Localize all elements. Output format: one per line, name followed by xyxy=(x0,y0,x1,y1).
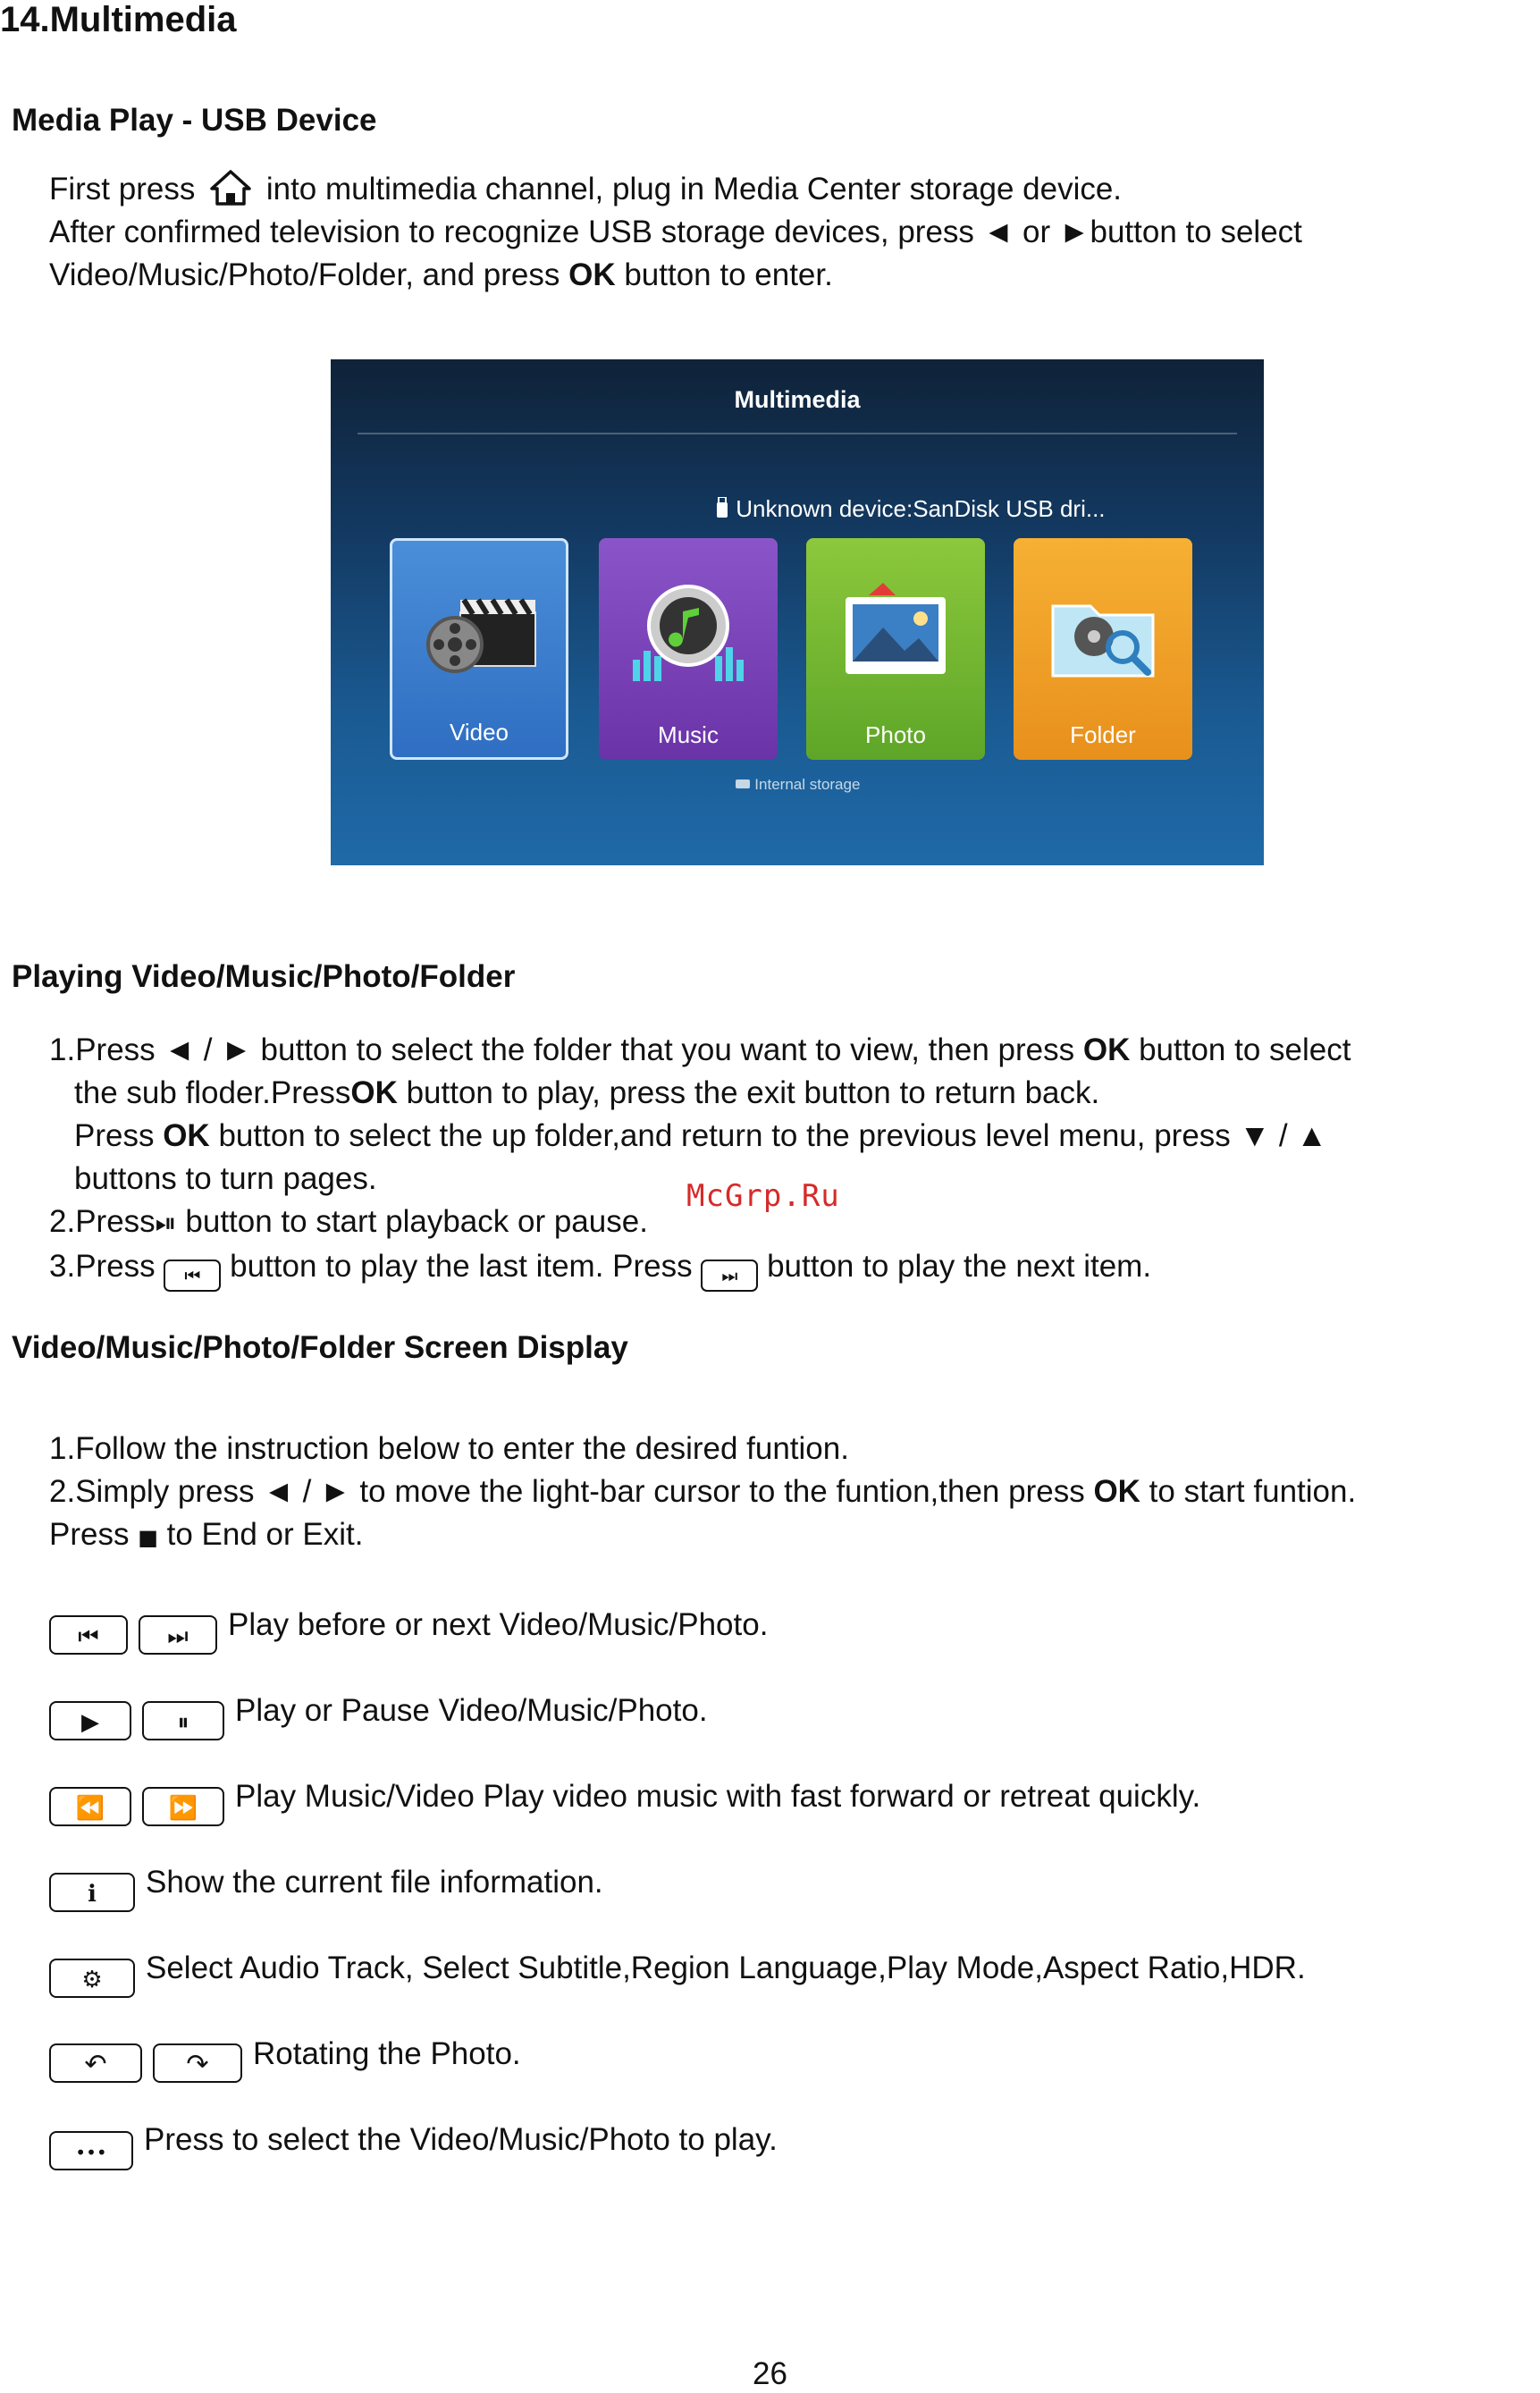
legend-text: Play before or next Video/Music/Photo. xyxy=(228,1607,769,1642)
internal-storage[interactable] xyxy=(331,776,1264,794)
next-track-icon: ⏭ xyxy=(139,1615,217,1655)
ok-key: OK xyxy=(568,257,616,292)
text: 1.Press ◄ / ► button to select the folder that you want to view, then press xyxy=(49,1032,1075,1067)
legend-play-pause xyxy=(49,1689,708,1736)
screen-display-line-3 xyxy=(49,1513,363,1559)
text: button to play the next item. xyxy=(767,1249,1152,1284)
legend-settings xyxy=(49,1947,1306,1993)
tile-label: Photo xyxy=(865,721,926,748)
stop-icon: ■ xyxy=(138,1525,158,1550)
playing-heading: Playing Video/Music/Photo/Folder xyxy=(12,959,516,994)
legend-text: Press to select the Video/Music/Photo to play. xyxy=(144,2122,778,2157)
legend-text: Play Music/Video Play video music with fast forward or retreat quickly. xyxy=(235,1779,1201,1814)
info-icon: ℹ xyxy=(49,1873,135,1912)
folder-icon xyxy=(1040,570,1166,695)
pause-icon: ⏸ xyxy=(142,1701,224,1740)
video-icon xyxy=(419,573,544,698)
usb-icon xyxy=(715,495,736,522)
text: into multimedia channel, plug in Media Center storage device. xyxy=(265,172,1123,206)
tile-label: Folder xyxy=(1070,721,1136,748)
text: button to play, press the exit button to return back. xyxy=(406,1075,1100,1110)
playing-line-5 xyxy=(49,1201,648,1245)
text: to start funtion. xyxy=(1149,1474,1357,1509)
text: Press xyxy=(49,1517,130,1552)
rewind-icon: ⏪ xyxy=(49,1787,131,1826)
tv-title: Multimedia xyxy=(734,386,861,413)
usb-device-name: Unknown device:SanDisk USB dri... xyxy=(736,495,1106,522)
ok-key: OK xyxy=(1082,1032,1131,1067)
playing-line-1 xyxy=(49,1029,1351,1072)
media-play-line-3 xyxy=(49,254,833,297)
tile-music[interactable] xyxy=(599,538,778,760)
text: button to start playback or pause. xyxy=(185,1204,648,1239)
legend-rew-ff xyxy=(49,1775,1201,1822)
internal-storage-label: Internal storage xyxy=(754,776,861,793)
tv-divider xyxy=(358,433,1237,434)
legend-prev-next xyxy=(49,1604,769,1650)
text: the sub floder.Press xyxy=(74,1075,351,1110)
tile-label: Video xyxy=(449,719,509,746)
text: 2.Simply press ◄ / ► to move the light-bar cursor to the funtion,then press xyxy=(49,1474,1085,1509)
media-play-line-1 xyxy=(49,168,1122,211)
media-play-line-2: After confirmed television to recognize USB storage devices, press ◄ or ►button to select xyxy=(49,215,1302,249)
play-pause-icon: ⏯ xyxy=(155,1208,177,1239)
screen-display-heading: Video/Music/Photo/Folder Screen Display xyxy=(12,1330,628,1365)
rotate-right-icon: ↷ xyxy=(153,2043,242,2083)
prev-track-icon: ⏮ xyxy=(49,1615,128,1655)
settings-icon: ⚙ xyxy=(49,1959,135,1998)
tile-label: Music xyxy=(658,721,719,748)
text: to End or Exit. xyxy=(166,1517,364,1552)
storage-icon xyxy=(735,776,755,793)
ok-key: OK xyxy=(163,1118,210,1153)
text: Video/Music/Photo/Folder, and press xyxy=(49,257,560,292)
ok-key: OK xyxy=(1093,1474,1140,1509)
text: 3.Press xyxy=(49,1249,156,1284)
tile-video[interactable] xyxy=(390,538,568,760)
legend-info xyxy=(49,1861,603,1908)
next-icon: ⏭ xyxy=(701,1260,758,1292)
text: Press xyxy=(74,1118,155,1153)
playing-line-2 xyxy=(74,1072,1099,1115)
more-icon: ••• xyxy=(49,2131,133,2170)
play-icon: ▶ xyxy=(49,1701,131,1740)
text: button to select the up folder,and return to the previous level menu, press ▼ / ▲ xyxy=(218,1118,1327,1153)
music-icon xyxy=(626,570,751,695)
text: button to enter. xyxy=(624,257,833,292)
ok-key: OK xyxy=(350,1075,398,1110)
legend-text: Select Audio Track, Select Subtitle,Region Language,Play Mode,Aspect Ratio,HDR. xyxy=(146,1951,1306,1985)
legend-rotate xyxy=(49,2033,521,2080)
tile-folder[interactable] xyxy=(1014,538,1192,760)
section-title: 14.Multimedia xyxy=(0,0,237,39)
text: button to play the last item. Press xyxy=(230,1249,693,1284)
media-play-heading: Media Play - USB Device xyxy=(12,103,377,138)
text: button to select xyxy=(1139,1032,1351,1067)
playing-line-6 xyxy=(49,1245,1151,1292)
home-icon xyxy=(209,169,252,206)
page-number: 26 xyxy=(753,2356,787,2391)
photo-icon xyxy=(833,570,958,695)
text: 2.Press xyxy=(49,1204,156,1239)
watermark: McGrp.Ru xyxy=(686,1178,840,1214)
playing-line-3 xyxy=(74,1115,1327,1158)
multimedia-screenshot xyxy=(331,359,1264,865)
legend-more xyxy=(49,2119,778,2161)
prev-icon: ⏮ xyxy=(164,1260,221,1292)
tile-photo[interactable] xyxy=(806,538,985,760)
legend-text: Play or Pause Video/Music/Photo. xyxy=(235,1693,708,1728)
playing-line-4: buttons to turn pages. xyxy=(74,1161,377,1196)
text: First press xyxy=(49,172,196,206)
usb-device-label[interactable] xyxy=(715,495,1106,523)
legend-text: Show the current file information. xyxy=(146,1865,603,1900)
fast-forward-icon: ⏩ xyxy=(142,1787,224,1826)
legend-text: Rotating the Photo. xyxy=(253,2036,521,2071)
screen-display-line-1: 1.Follow the instruction below to enter the desired funtion. xyxy=(49,1431,849,1466)
screen-display-line-2 xyxy=(49,1470,1356,1513)
rotate-left-icon: ↶ xyxy=(49,2043,142,2083)
